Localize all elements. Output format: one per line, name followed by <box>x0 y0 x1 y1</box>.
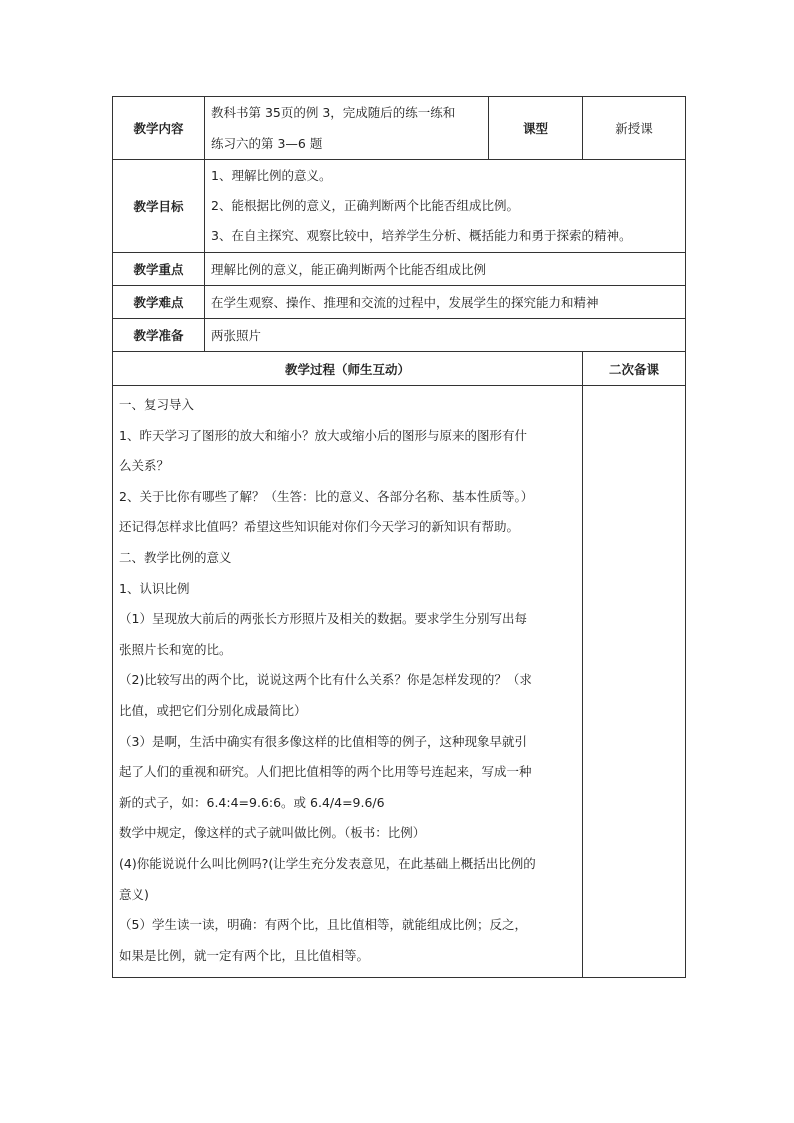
value-teaching-content <box>205 97 489 160</box>
process-line: 起了人们的重视和研究。人们把比值相等的两个比用等号连起来，写成一种 <box>119 764 532 780</box>
process-line: （3）是啊，生活中确实有很多像这样的比值相等的例子，这种现象早就引 <box>119 733 527 749</box>
value-teaching-goals <box>205 160 686 253</box>
label-preparation: 教学准备 <box>113 319 205 352</box>
process-line: 还记得怎样求比值吗？希望这些知识能对你们今天学习的新知识有帮助。 <box>119 519 520 535</box>
row-teaching-goals <box>113 160 686 253</box>
process-line: （5）学生读一读，明确：有两个比，且比值相等，就能组成比例；反之， <box>119 917 527 933</box>
process-line: 二、教学比例的意义 <box>119 549 232 565</box>
goal-line-2: 2、能根据比例的意义，正确判断两个比能否组成比例。 <box>211 198 519 213</box>
process-line: （2)比较写出的两个比，说说这两个比有什么关系？你是怎样发现的？（求 <box>119 672 532 688</box>
second-prep-content <box>583 386 686 978</box>
process-line: 新的式子，如：6.4:4=9.6:6。或 6.4/4=9.6/6 <box>119 794 385 810</box>
lesson-plan-table <box>112 96 686 978</box>
process-line: 数学中规定，像这样的式子就叫做比例。（板书：比例） <box>119 825 426 841</box>
value-key-point: 理解比例的意义，能正确判断两个比能否组成比例 <box>205 253 686 286</box>
process-line: 1、昨天学习了图形的放大和缩小？放大或缩小后的图形与原来的图形有什 <box>119 427 527 443</box>
label-teaching-content: 教学内容 <box>113 97 205 160</box>
process-content <box>113 386 583 978</box>
label-teaching-goals: 教学目标 <box>113 160 205 253</box>
label-difficulty: 教学难点 <box>113 286 205 319</box>
process-line: 张照片长和宽的比。 <box>119 641 232 657</box>
process-line: 比值，或把它们分别化成最简比） <box>119 702 307 718</box>
row-teaching-content <box>113 97 686 160</box>
process-line: 1、认识比例 <box>119 580 190 596</box>
process-line: 2、关于比你有哪些了解？（生答：比的意义、各部分名称、基本性质等。） <box>119 488 534 504</box>
value-lesson-type: 新授课 <box>583 97 686 160</box>
content-line-1: 教科书第 35页的例 3，完成随后的练一练和 <box>211 105 456 120</box>
process-line: 如果是比例，就一定有两个比，且比值相等。 <box>119 947 370 963</box>
process-line: 么关系？ <box>119 458 170 474</box>
row-preparation <box>113 319 686 352</box>
value-difficulty: 在学生观察、操作、推理和交流的过程中，发展学生的探究能力和精神 <box>205 286 686 319</box>
second-prep-header: 二次备课 <box>583 352 686 386</box>
content-line-2: 练习六的第 3—6 题 <box>211 136 323 151</box>
process-header: 教学过程（师生互动） <box>113 352 583 386</box>
value-preparation: 两张照片 <box>205 319 686 352</box>
process-line: (4)你能说说什么叫比例吗?(让学生充分发表意见，在此基础上概括出比例的 <box>119 855 536 871</box>
process-line: （1）呈现放大前后的两张长方形照片及相关的数据。要求学生分别写出每 <box>119 611 527 627</box>
label-key-point: 教学重点 <box>113 253 205 286</box>
row-process-body <box>113 386 686 978</box>
goal-line-3: 3、在自主探究、观察比较中，培养学生分析、概括能力和勇于探索的精神。 <box>211 228 632 243</box>
process-line: 意义) <box>119 886 149 902</box>
row-difficulty <box>113 286 686 319</box>
goal-line-1: 1、理解比例的意义。 <box>211 168 332 183</box>
row-key-point <box>113 253 686 286</box>
process-line: 一、复习导入 <box>119 397 195 412</box>
row-process-header <box>113 352 686 386</box>
label-lesson-type: 课型 <box>489 97 583 160</box>
